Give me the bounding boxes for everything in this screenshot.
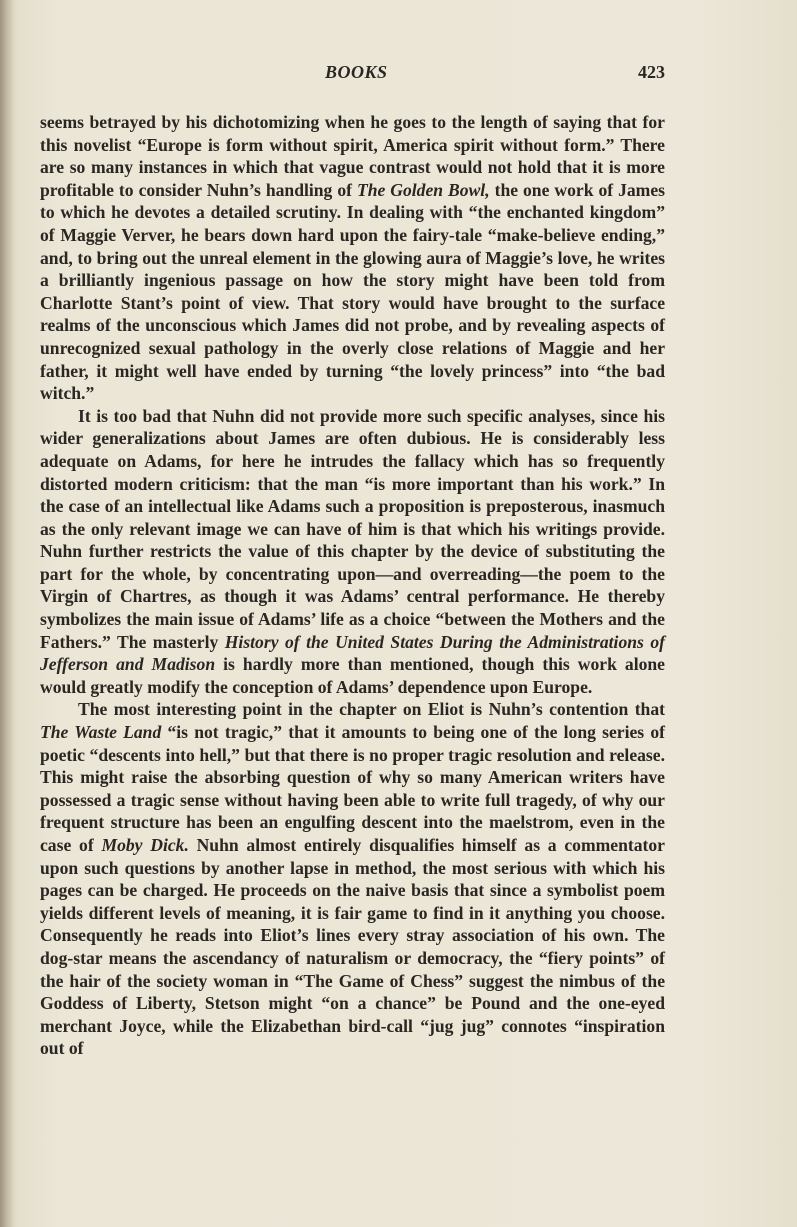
paragraph [40, 698, 665, 1060]
text-run: is hardly more than mentioned, though this work alone would greatly modify the conception of Adams’ dependence upon Europe. [40, 654, 665, 697]
paragraph [40, 111, 665, 405]
italic-title: Moby Dick. [101, 835, 189, 855]
italic-title: History of the United States During the Administrations of Jefferson and Madison [40, 631, 665, 675]
text-run: “is not tragic,” that it amounts to being one of the long series of poetic “descents into hell,” but that there is no proper tragic resolution and release. This might raise the absorbing question of why so many American writers have possessed a tragic sense without having been able to write full tragedy, of why our frequent structure has been an engulfing descent into the maelstrom, even in the case of [40, 722, 665, 855]
text-run: seems betrayed by his dichotomizing when he goes to the length of saying that for this novelist “Europe is form without spirit, America spirit without form.” There are so many instances in which that vague contrast would not hold that it is more profitable to consider Nuhn’s handling of [40, 112, 665, 200]
page-number: 423 [638, 62, 665, 82]
binding-shadow [0, 0, 14, 1227]
text-run: It is too bad that Nuhn did not provide more such specific analyses, since his wider generalizations about James are often dubious. He is considerably less adequate on Adams, for here he intrudes the fallacy which has so frequently distorted modern criticism: that the man “is more important than his work.” In the case of an intellectual like Adams such a proposition is preposterous, inasmuch as the only relevant image we can have of him is that which his writings provide. Nuhn further restricts the value of this chapter by the device of substituting the part for the whole, by concentrating upon—and overreading—the poem to the Virgin of Chartres, as though it was Adams’ central performance. He thereby symbolizes the main issue of Adams’ life as a choice “between the Mothers and the Fathers.” The masterly [40, 405, 665, 652]
text-run: the one work of James to which he devotes a detailed scrutiny. In dealing with “the enchanted kingdom” of Maggie Verver, he bears down hard upon the fairy-tale “make-believe ending,” and, to bring out the unreal element in the glowing aura of Maggie’s love, he writes a brilliantly ingenious passage on how the story might have been told from Charlotte Stant’s point of view. That story would have brought to the surface realms of the unconscious which James did not probe, and by revealing aspects of unrecognized sexual pathology in the overly close relations of Maggie and her father, it might well have ended by turning “the lovely princess” into “the bad witch.” [40, 179, 665, 404]
running-header [40, 62, 665, 90]
section-title: BOOKS [325, 62, 388, 82]
body-text [40, 111, 665, 1060]
italic-title: The Golden Bowl, [356, 179, 490, 200]
paragraph [40, 405, 665, 699]
text-run: The most interesting point in the chapter on Eliot is Nuhn’s contention that [78, 699, 665, 720]
text-run: Nuhn almost entirely disqualifies himself as a commentator upon such questions by another lapse in method, the most serious with which his pages can be charged. He proceeds on the naive basis that since a symbolist poem yields different levels of meaning, it is fair game to find in it anything you choose. Consequently he reads into Eliot’s lines every stray association of his own. The dog-star means the ascendancy of naturalism or democracy, the “fiery points” of the hair of the society woman in “The Game of Chess” suggest the nimbus of the Goddess of Liberty, Stetson might “on a chance” be Pound and the one-eyed merchant Joyce, while the Elizabethan bird-call “jug jug” connotes “inspiration out of [40, 835, 665, 1059]
italic-title: The Waste Land [40, 722, 162, 743]
